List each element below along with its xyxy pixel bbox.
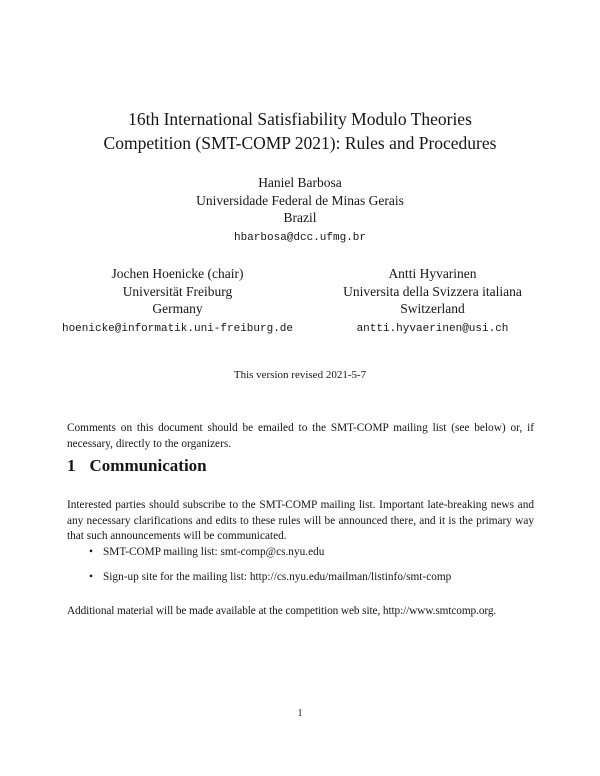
paper-title [20,108,580,155]
author-name: Antti Hyvarinen [388,266,477,281]
bullet-icon: • [89,571,93,584]
section-1-paragraph: Interested parties should subscribe to the SMT-COMP mailing list. Important late-breaking news and any necessary clarifications and edits to these rules will be announced there, and it is the primary way that such announcements will be communicated. [67,499,534,542]
bullet-text: SMT-COMP mailing list: smt-comp@cs.nyu.edu [103,546,325,558]
intro-paragraph: Comments on this document should be emailed to the SMT-COMP mailing list (see below) or, if necessary, directly to the organizers. [67,422,534,450]
author-email: hoenicke@informatik.uni-freiburg.de [61,322,294,335]
author-name: Haniel Barbosa [258,175,342,190]
section-title: Communication [89,456,207,475]
bullet-text: Sign-up site for the mailing list: http://cs.nyu.edu/mailman/listinfo/smt-comp [103,571,452,584]
author-affiliation: Universita della Svizzera italiana [343,283,522,299]
version-note: This version revised 2021-5-7 [233,369,367,381]
closing-paragraph: Additional material will be made available at the competition web site, http://www.smtcomp.org. [67,605,497,618]
mailing-list-bullets [67,545,534,595]
author-affiliation: Universität Freiburg [122,283,233,299]
page-number: 1 [297,707,303,719]
author-block-first [0,174,600,245]
author-email: hbarbosa@dcc.ufmg.br [233,231,367,244]
author-name: Jochen Hoenicke (chair) [111,266,244,281]
bullet-item-mailing-list [67,545,534,560]
authors-row [50,265,560,336]
author-country: Brazil [283,210,317,225]
author-email: antti.hyvaerinen@usi.ch [356,322,509,335]
author-country: Germany [152,301,203,316]
bullet-item-signup-site [67,570,534,585]
author-block-chair [50,265,305,336]
paper-title-line-2: Competition (SMT-COMP 2021): Rules and Procedures [103,132,497,153]
section-number: 1 [67,456,76,475]
author-block-third [305,265,560,336]
author-country: Switzerland [400,301,465,316]
section-1-heading [67,456,536,476]
paper-title-line-1: 16th International Satisfiability Modulo Theories [128,109,472,129]
author-affiliation: Universidade Federal de Minas Gerais [196,192,404,208]
bullet-icon: • [89,546,93,558]
